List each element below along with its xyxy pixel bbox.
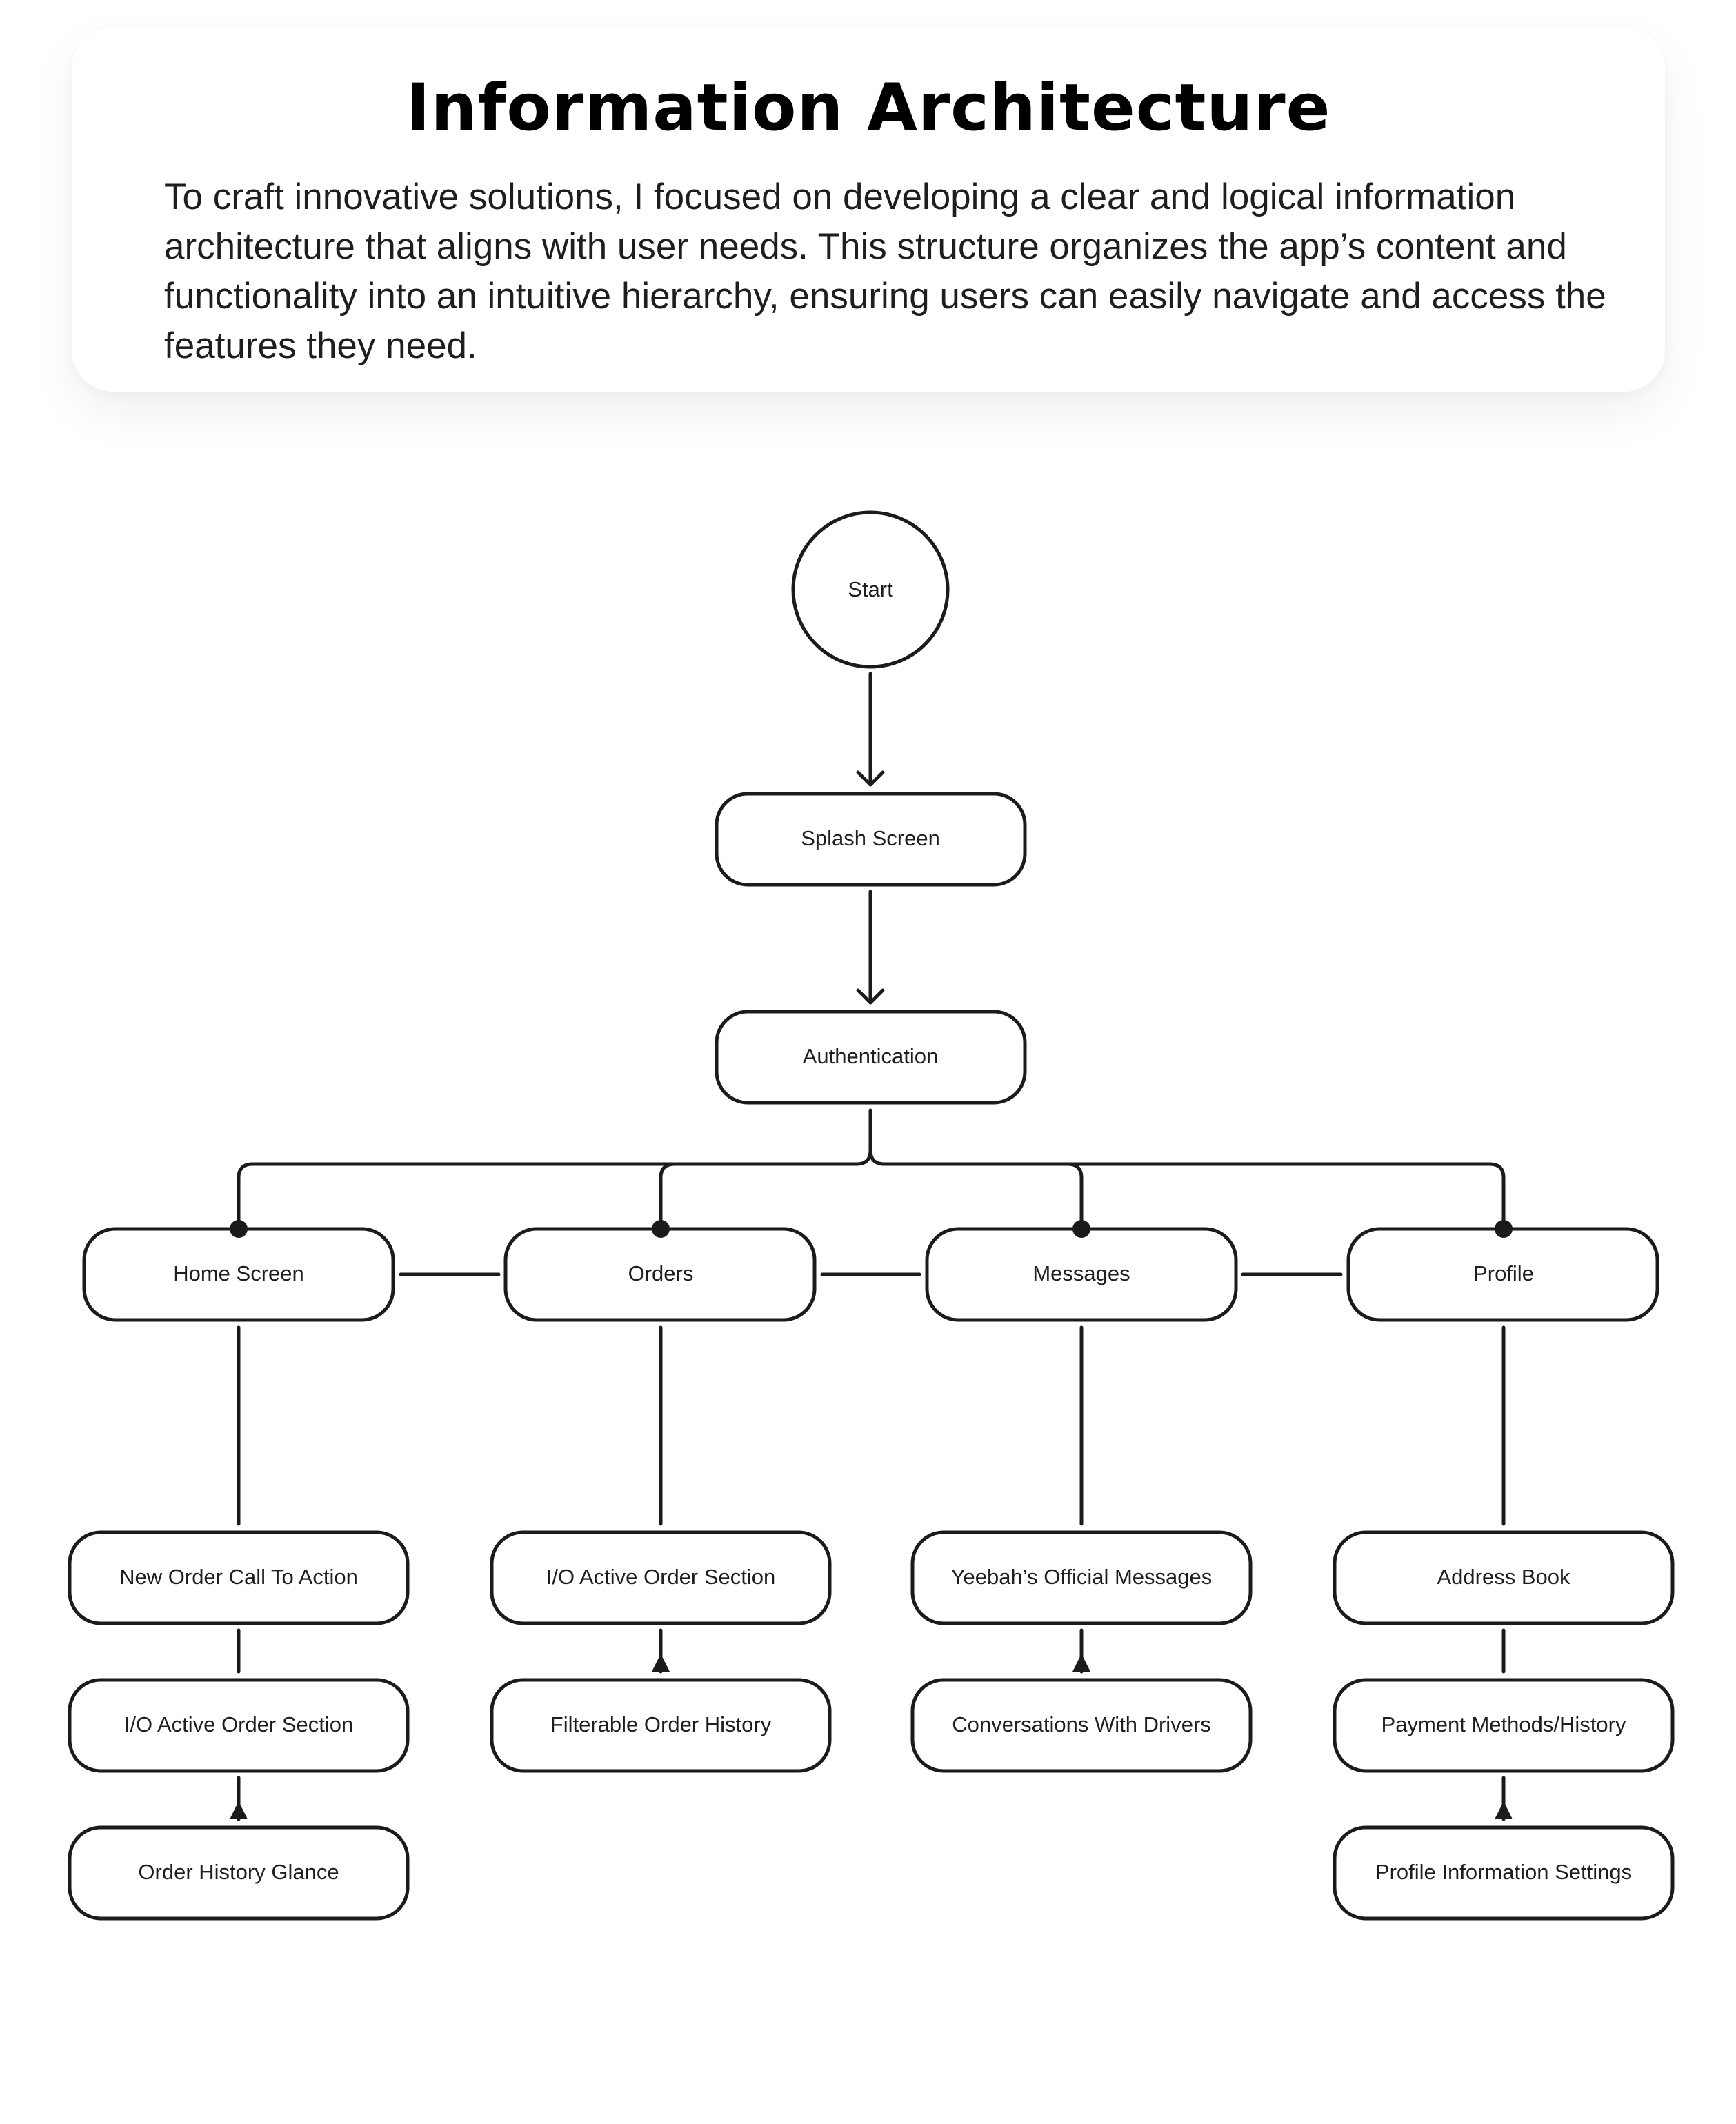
home-child-1-label: New Order Call To Action bbox=[119, 1565, 358, 1590]
triangle-home-child-3 bbox=[230, 1801, 248, 1819]
splash-label: Splash Screen bbox=[801, 826, 940, 851]
triangle-profile-child-3 bbox=[1495, 1801, 1513, 1819]
junction-dot-home bbox=[230, 1220, 248, 1238]
branch-connector bbox=[239, 1110, 1504, 1228]
profile-label: Profile bbox=[1473, 1261, 1534, 1286]
junction-dot-messages bbox=[1072, 1220, 1090, 1238]
intro-paragraph: To craft innovative solutions, I focused on developing a clear and logical information architecture that aligns with user needs. This structure organizes the app’s content and functionality into an intuitive hierarchy, ensuring users can easily navigate and access the features they need. bbox=[164, 177, 1606, 366]
profile-child-1-label: Address Book bbox=[1437, 1565, 1570, 1590]
profile-child-3-label: Profile Information Settings bbox=[1375, 1860, 1633, 1885]
auth-label: Authentication bbox=[802, 1044, 939, 1069]
page-title: Information Architecture bbox=[406, 70, 1331, 146]
orders-child-2-label: Filterable Order History bbox=[550, 1712, 772, 1737]
junction-dot-orders bbox=[652, 1220, 670, 1238]
messages-child-1-label: Yeebah’s Official Messages bbox=[950, 1565, 1213, 1590]
orders-label: Orders bbox=[628, 1261, 694, 1286]
home-child-3-label: Order History Glance bbox=[138, 1860, 339, 1885]
start-label: Start bbox=[848, 577, 893, 602]
home-screen-label: Home Screen bbox=[173, 1261, 304, 1286]
messages-child-2-label: Conversations With Drivers bbox=[952, 1712, 1211, 1737]
orders-child-1-label: I/O Active Order Section bbox=[546, 1565, 776, 1590]
home-child-2-label: I/O Active Order Section bbox=[123, 1712, 354, 1737]
messages-label: Messages bbox=[1032, 1261, 1130, 1286]
triangle-orders-child-2 bbox=[652, 1654, 670, 1672]
junction-dot-profile bbox=[1495, 1220, 1513, 1238]
profile-child-2-label: Payment Methods/History bbox=[1381, 1712, 1626, 1737]
triangle-messages-child-2 bbox=[1072, 1654, 1090, 1672]
